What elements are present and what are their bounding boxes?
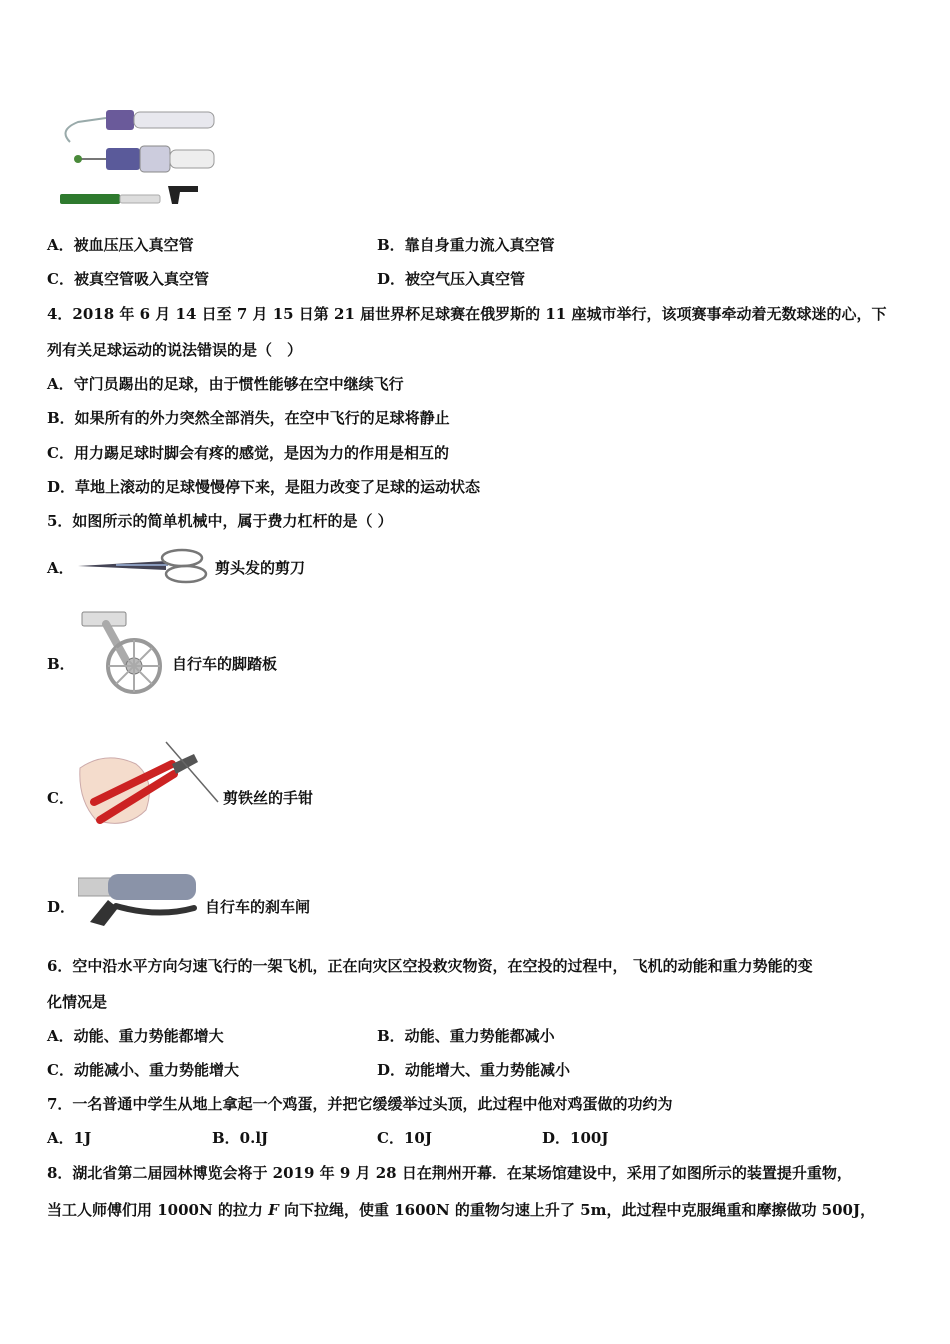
q6-option-b[interactable]: B．动能、重力势能都减小 (377, 1027, 555, 1045)
q7-option-c[interactable]: C．10J (377, 1129, 432, 1147)
q7-stem: 7．一名普通中学生从地上拿起一个鸡蛋，并把它缓缓举过头顶，此过程中他对鸡蛋做的功约为 (47, 1095, 673, 1113)
q8-stem-line2 (47, 1200, 875, 1220)
q4-option-a[interactable]: A．守门员踢出的足球，由于惯性能够在空中继续飞行 (47, 375, 404, 393)
q7-option-b[interactable]: B．0.lJ (212, 1129, 269, 1147)
bicycle-brake-lever-icon (78, 872, 200, 938)
q4-option-c[interactable]: C．用力踢足球时脚会有疼的感觉，是因为力的作用是相互的 (47, 444, 449, 462)
q4-option-d[interactable]: D．草地上滚动的足球慢慢停下来，是阻力改变了足球的运动状态 (47, 478, 481, 496)
q5-option-a-letter[interactable]: A． (47, 559, 74, 577)
q8-stem-line2-part1: 当工人师傅们用 1000N 的拉力 (47, 1201, 269, 1219)
q6-stem-line1: 6．空中沿水平方向匀速飞行的一架飞机，正在向灾区空投救灾物资，在空投的过程中， 飞机的动能和重力势能的变 (47, 957, 813, 975)
q5-option-a-caption: 剪头发的剪刀 (215, 559, 306, 577)
q3-option-a[interactable]: A．被血压压入真空管 (47, 236, 194, 254)
q4-stem-line2: 列有关足球运动的说法错误的是（ ） (47, 341, 303, 359)
q5-option-b-caption: 自行车的脚踏板 (172, 655, 278, 673)
hair-scissors-icon (76, 548, 212, 584)
q8-stem-line1: 8．湖北省第二届园林博览会将于 2019 年 9 月 28 日在荆州开幕．在某场馆建设中，采用了如图所示的装置提升重物， (47, 1164, 852, 1182)
q6-option-c[interactable]: C．动能减小、重力势能增大 (47, 1061, 239, 1079)
bicycle-pedal-icon (76, 604, 168, 696)
q8-force-variable: F (268, 1201, 279, 1219)
q8-stem-line2-part2: 向下拉绳，使重 1600N 的重物匀速上升了 5m，此过程中克服绳重和摩擦做功 500J， (278, 1201, 876, 1219)
q6-stem-line2: 化情况是 (47, 993, 108, 1011)
q4-stem-line1: 4．2018 年 6 月 14 日至 7 月 15 日第 21 届世界杯足球赛在俄罗斯的 11 座城市举行，该项赛事牵动着无数球迷的心，下 (47, 305, 887, 323)
q3-option-d[interactable]: D．被空气压入真空管 (377, 270, 526, 288)
q5-option-c-letter[interactable]: C． (47, 789, 74, 807)
q5-stem: 5．如图所示的简单机械中，属于费力杠杆的是（ ） (47, 512, 393, 530)
q6-option-a[interactable]: A．动能、重力势能都增大 (47, 1027, 224, 1045)
q6-option-d[interactable]: D．动能增大、重力势能减小 (377, 1061, 571, 1079)
q7-option-d[interactable]: D．100J (542, 1129, 609, 1147)
q4-option-b[interactable]: B．如果所有的外力突然全部消失，在空中飞行的足球将静止 (47, 409, 450, 427)
q3-option-b[interactable]: B．靠自身重力流入真空管 (377, 236, 555, 254)
q5-option-d-caption: 自行车的刹车闸 (205, 898, 311, 916)
q3-option-c[interactable]: C．被真空管吸入真空管 (47, 270, 209, 288)
q5-option-c-caption: 剪铁丝的手钳 (223, 789, 314, 807)
wire-pliers-icon (76, 740, 220, 832)
q5-option-b-letter[interactable]: B． (47, 655, 75, 673)
vacuum-tube-figure (48, 100, 220, 214)
q5-option-d-letter[interactable]: D． (47, 898, 76, 916)
q7-option-a[interactable]: A．1J (47, 1129, 92, 1147)
